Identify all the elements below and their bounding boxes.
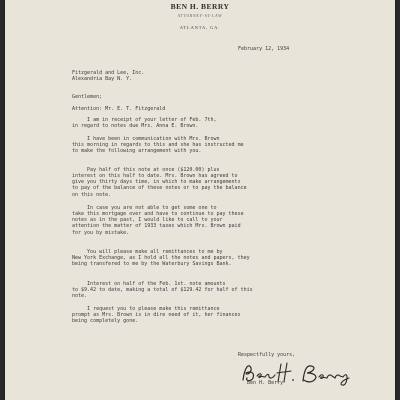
paragraph-line: to $9.42 to date, making a total of $129.42 for half of this	[72, 287, 253, 294]
recipient-address	[72, 70, 144, 82]
paragraph-4	[72, 205, 362, 236]
paragraph-line: Interest on half of the Feb. 1st. note amounts	[72, 281, 226, 287]
letterhead-city: ATLANTA, GA.	[179, 25, 221, 30]
paragraph-line: I request you to please make this remittance	[72, 306, 220, 312]
paragraph-line: prompt as Mrs. Brown is in dire need of it, her finances	[72, 312, 241, 319]
paragraph-line: Pay half of this note at once ($120.00) plus	[72, 167, 220, 173]
letterhead-name: BEN H. BERRY	[170, 2, 230, 11]
paragraph-line: for you by mistake.	[72, 229, 130, 236]
paragraph-line: give you thirty days time, in which to make arrangements	[72, 179, 241, 186]
paragraph-line: interest on this half to date. Mrs. Brown has agreed to	[72, 173, 238, 180]
paragraph-3	[72, 167, 362, 198]
paragraph-line: being transfered to me by the Waterbury Savings Bank.	[72, 261, 232, 268]
paragraph-line: to pay of the balance of these notes or to pay the balance	[72, 185, 247, 192]
attention-line: Attention: Mr. E. T. Fitzgerald	[72, 106, 166, 112]
paragraph-line: note.	[72, 293, 88, 300]
paragraph-6	[72, 281, 362, 299]
recipient-line-2: Alexandria Bay N. Y.	[72, 76, 133, 82]
letter-page	[5, 0, 395, 400]
salutation: Gentlemen;	[72, 94, 103, 100]
paragraph-line: on this note.	[72, 191, 112, 198]
letterhead-subtitle: ATTORNEY-AT-LAW	[177, 14, 223, 18]
paragraph-5	[72, 249, 362, 267]
letter-date: February 12, 1934	[238, 46, 290, 52]
typed-signer-name: Ben H. Berry	[247, 380, 284, 386]
paragraph-line: this morning in regards to this and she has instructed me	[72, 142, 244, 149]
paragraph-line: In case you are not able to get some one to	[72, 205, 217, 211]
paragraph-line: being completely gone.	[72, 318, 139, 325]
recipient-line-1: Fitzgerald and Lee, Inc.	[72, 70, 145, 76]
paragraph-line: I am in receipt of your letter of Feb. 7th,	[72, 117, 217, 123]
paragraph-2	[72, 136, 362, 154]
paragraph-line: to make the following arrangement with you.	[72, 148, 202, 155]
paragraph-line: You will please make all remittances to me by	[72, 249, 223, 255]
paragraph-line: I have been in communication with Mrs. Brown	[72, 136, 220, 142]
paragraph-7	[72, 306, 362, 324]
paragraph-line: in regard to notes due Mrs. Anna E. Brown.	[72, 123, 199, 130]
paragraph-line: New York Exchange, as I hold all the notes and papers, they	[72, 255, 250, 262]
paragraph-line: attention the matter of 1933 taxes which Mrs. Brown paid	[72, 223, 241, 230]
paragraph-line: take this mortgage over and have to continue to pay these	[72, 211, 244, 218]
paragraph-line: notes as in the past, I would like to call to your	[72, 217, 223, 224]
paragraph-1	[72, 117, 362, 129]
closing: Respectfully yours,	[238, 352, 296, 358]
